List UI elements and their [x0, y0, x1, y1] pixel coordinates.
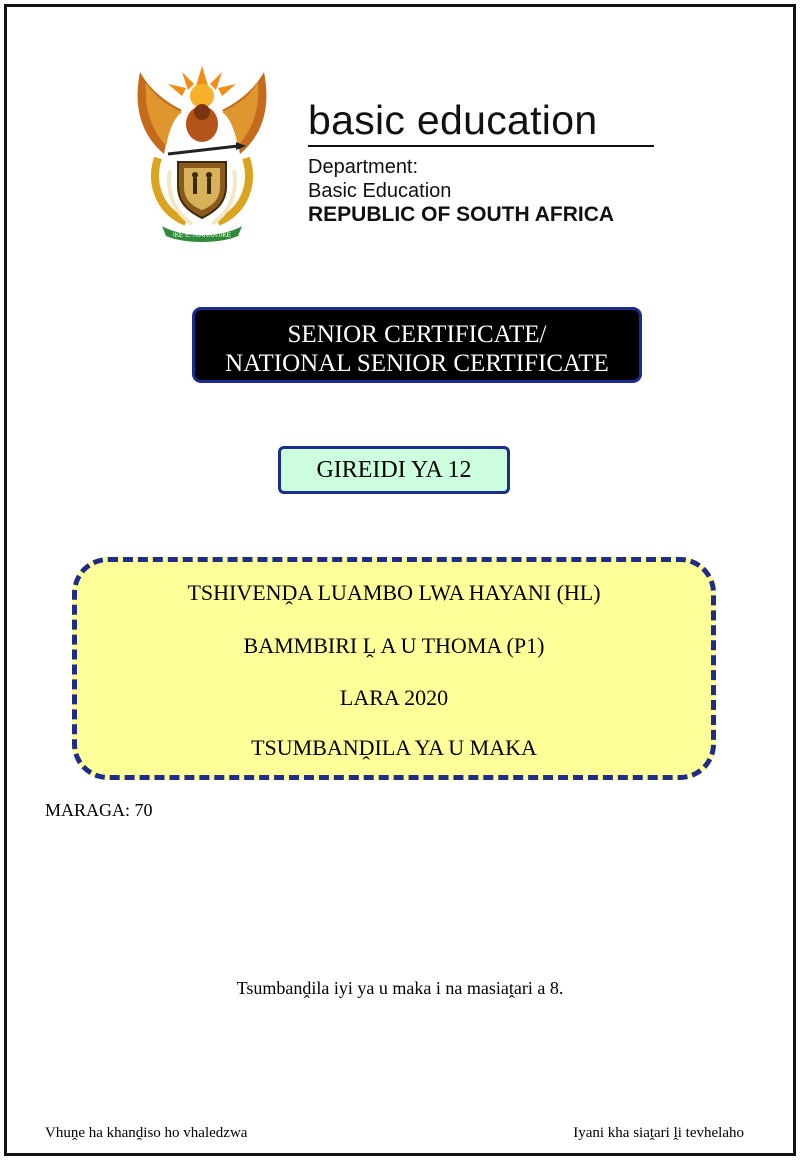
footer-copyright: Vhuṋe ha khanḓiso ho vhaledzwa — [45, 1125, 248, 1141]
certificate-line-2: NATIONAL SENIOR CERTIFICATE — [225, 350, 609, 377]
department-name: Basic Education — [308, 180, 452, 202]
footer-continue: Iyani kha siaṱari ḽi tevhelaho — [573, 1125, 744, 1141]
svg-text:!KE E: /XARRA //KE: !KE E: /XARRA //KE — [172, 232, 232, 239]
brand-divider — [308, 145, 654, 147]
country-name: REPUBLIC OF SOUTH AFRICA — [308, 203, 615, 226]
brand-title: basic education — [308, 97, 598, 143]
department-brand — [308, 96, 658, 227]
south-africa-coat-of-arms-icon — [132, 62, 272, 242]
subject-box — [72, 557, 716, 780]
subject-title: TSHIVENḒA LUAMBO LWA HAYANI (HL) — [187, 580, 601, 605]
document-type: TSUMBANḒILA YA U MAKA — [251, 735, 537, 760]
total-marks: MARAGA: 70 — [45, 800, 153, 820]
certificate-title-box — [192, 307, 642, 383]
grade-box: GIREIDI YA 12 — [278, 446, 510, 494]
certificate-line-1: SENIOR CERTIFICATE/ — [287, 321, 547, 348]
page-count-note: Tsumbanḓila iyi ya u maka i na masiaṱari a 8. — [236, 978, 564, 998]
exam-session: LARA 2020 — [339, 685, 449, 710]
department-label: Department: — [308, 156, 419, 178]
paper-number: BAMMBIRI Ḽ A U THOMA (P1) — [243, 633, 545, 658]
